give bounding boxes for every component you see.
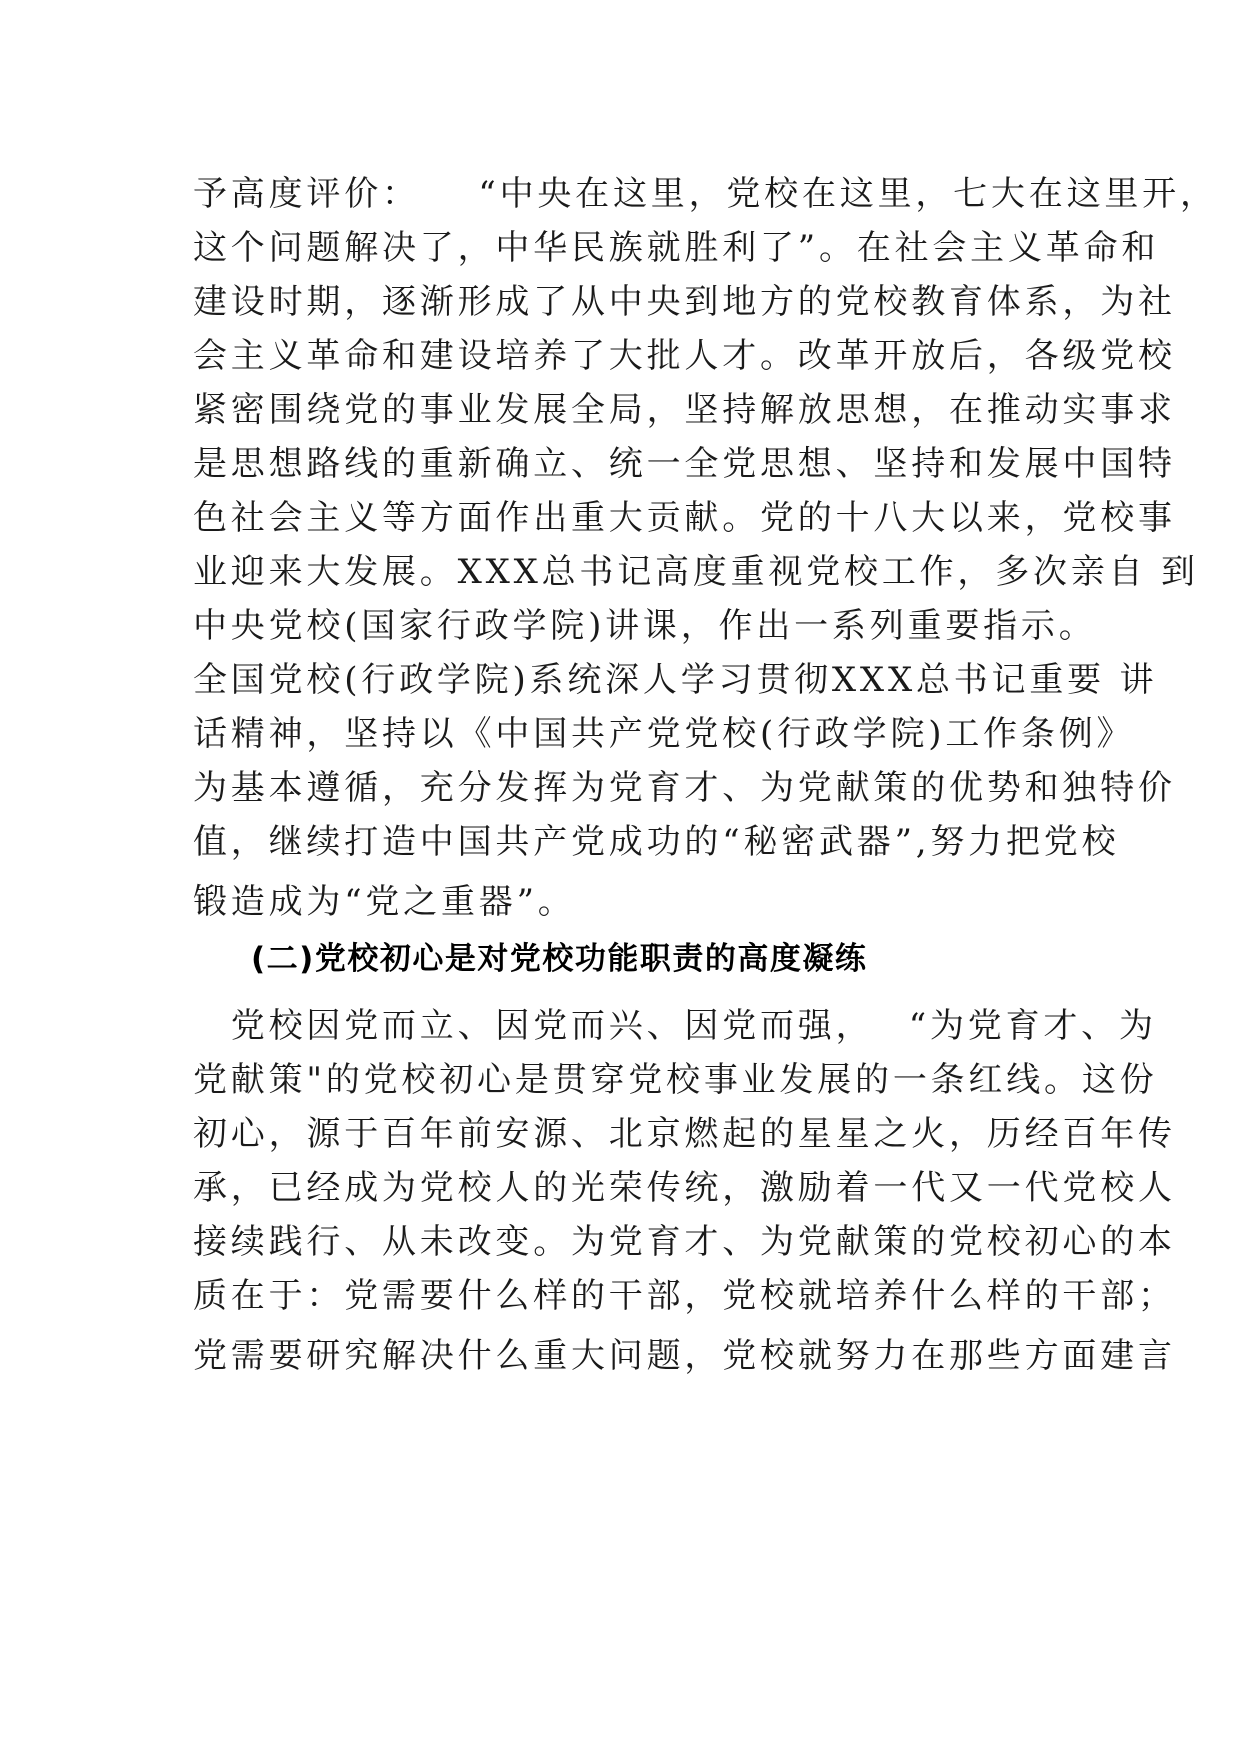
paragraph-line: 予高度评价： “中央在这里，党校在这里，七大在这里开， — [193, 174, 1218, 214]
paragraph-line: 中央党校(国家行政学院)讲课，作出一系列重要指示。 — [193, 606, 1097, 646]
paragraph-line: 锻造成为“党之重器”。 — [193, 882, 576, 922]
paragraph-line: 会主义革命和建设培养了大批人才。改革开放后，各级党校 — [193, 336, 1176, 376]
paragraph-line: 初心，源于百年前安源、北京燃起的星星之火，历经百年传 — [193, 1114, 1176, 1154]
paragraph-line: 是思想路线的重新确立、统一全党思想、坚持和发展中国特 — [193, 444, 1176, 484]
paragraph-line: 这个问题解决了，中华民族就胜利了”。在社会主义革命和 — [193, 228, 1160, 268]
paragraph-line: 全国党校(行政学院)系统深人学习贯彻XXX总书记重要 讲 — [193, 660, 1158, 700]
section-heading: (二)党校初心是对党校功能职责的高度凝练 — [251, 941, 868, 977]
paragraph-line: 接续践行、从未改变。为党育才、为党献策的党校初心的本 — [193, 1222, 1176, 1262]
paragraph-line: 质在于：党需要什么样的干部，党校就培养什么样的干部； — [193, 1276, 1176, 1316]
paragraph-line: 值，继续打造中国共产党成功的“秘密武器”,努力把党校 — [193, 822, 1120, 862]
paragraph-line: 承，已经成为党校人的光荣传统，激励着一代又一代党校人 — [193, 1168, 1176, 1208]
paragraph-line: 话精神，坚持以《中国共产党党校(行政学院)工作条例》 — [193, 714, 1135, 754]
paragraph-line: 建设时期，逐渐形成了从中央到地方的党校教育体系，为社 — [193, 282, 1176, 322]
paragraph-line: 党需要研究解决什么重大问题，党校就努力在那些方面建言 — [193, 1336, 1176, 1376]
paragraph-line: 色社会主义等方面作出重大贡献。党的十八大以来，党校事 — [193, 498, 1176, 538]
paragraph-line: 为基本遵循，充分发挥为党育才、为党献策的优势和独特价 — [193, 768, 1176, 808]
paragraph-line: 紧密围绕党的事业发展全局，坚持解放思想，在推动实事求 — [193, 390, 1176, 430]
paragraph-line: 党校因党而立、因党而兴、因党而强， “为党育才、为 — [193, 1006, 1157, 1046]
paragraph-line: 业迎来大发展。XXX总书记高度重视党校工作，多次亲自 到 — [193, 552, 1199, 592]
paragraph-line: 党献策"的党校初心是贯穿党校事业发展的一条红线。这份 — [193, 1060, 1158, 1100]
